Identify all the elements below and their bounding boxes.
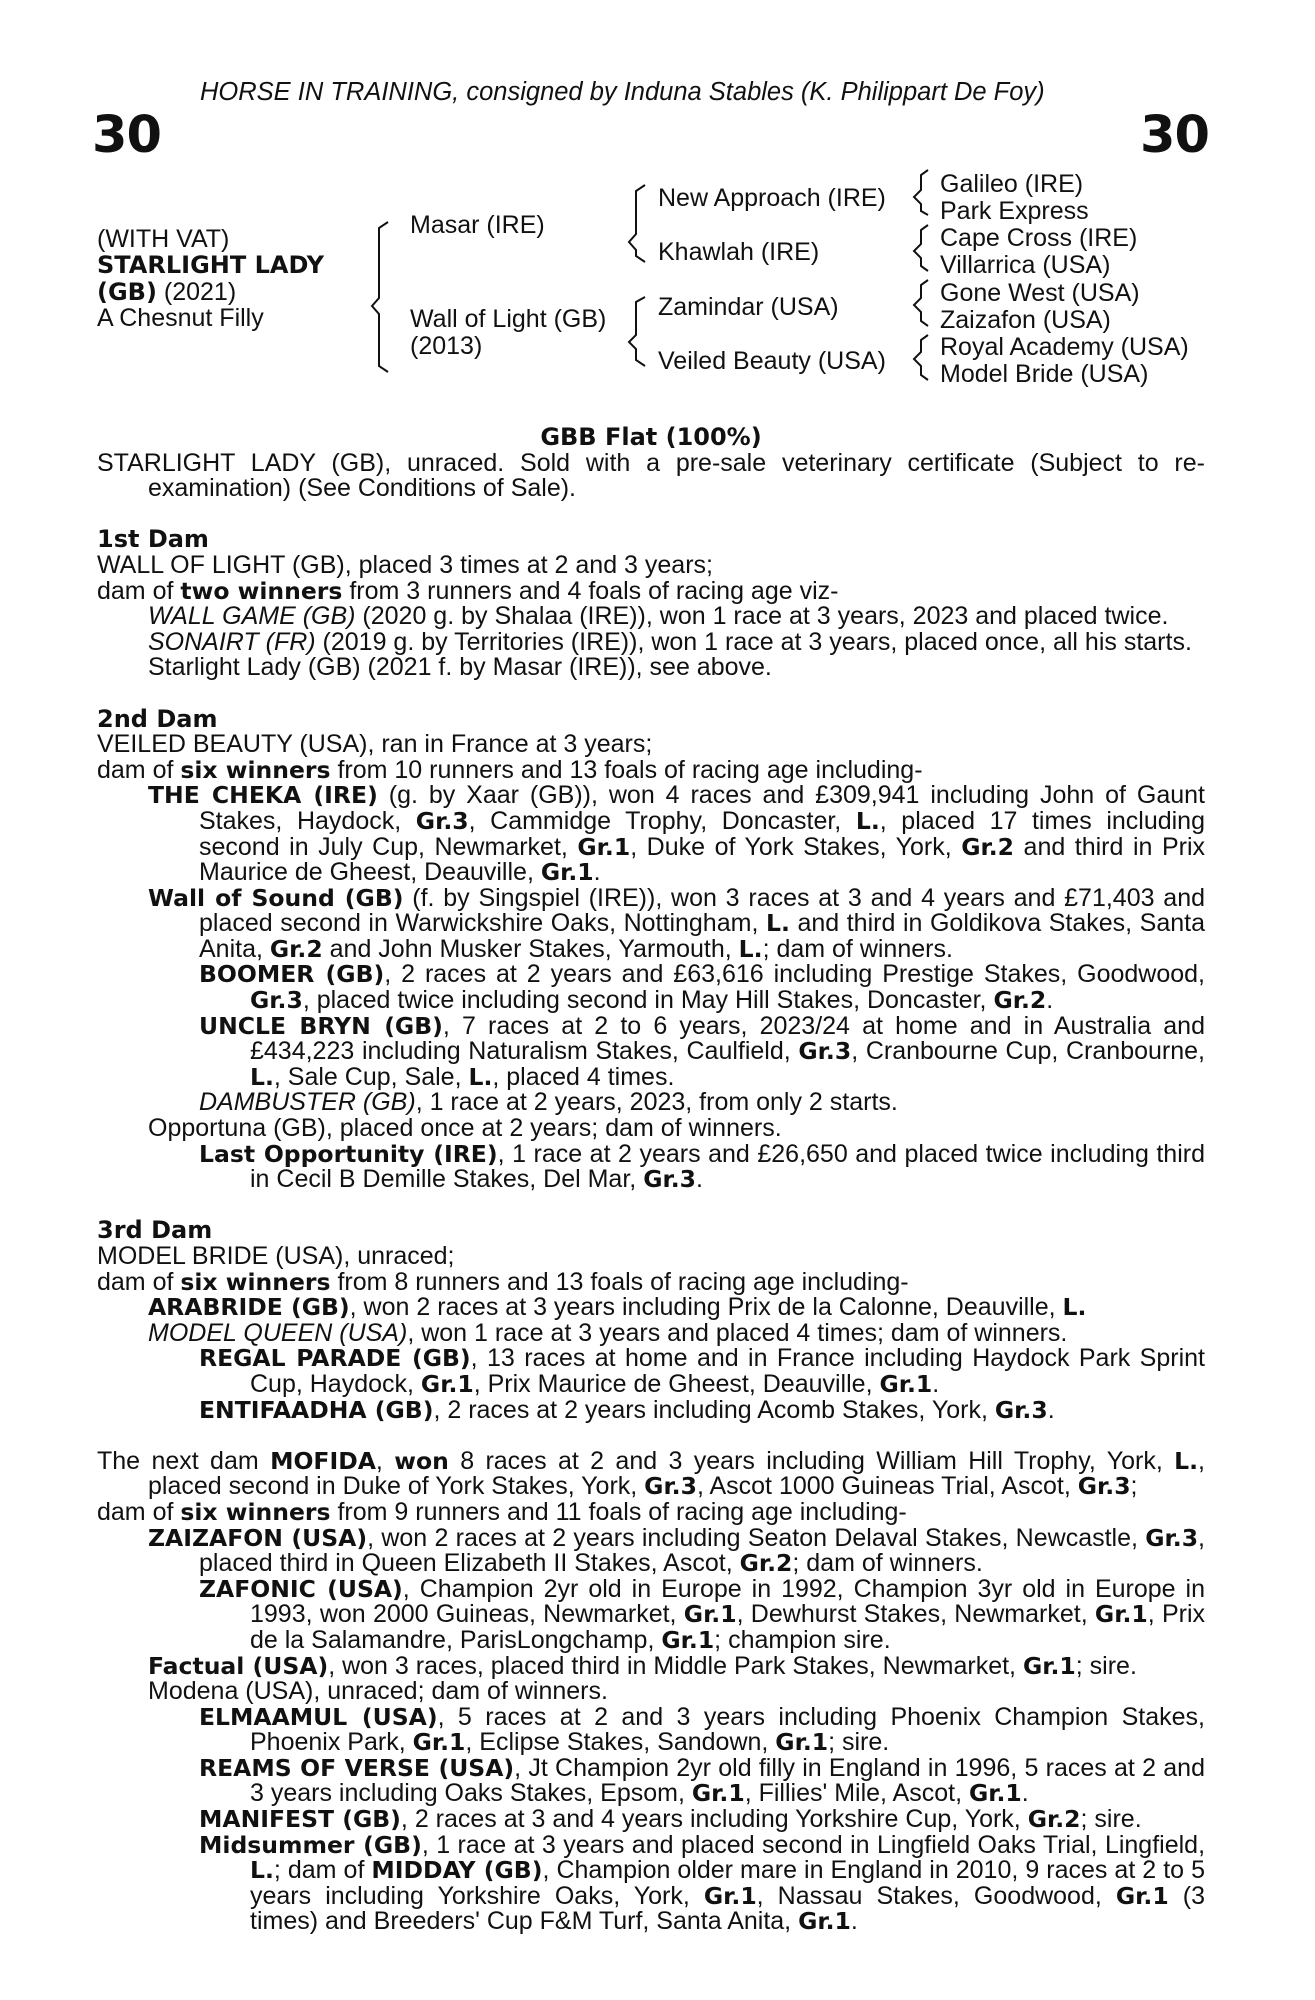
- third-dam-section: [97, 1218, 1205, 1423]
- sire-name: Masar (IRE): [410, 211, 545, 239]
- produce-opportuna: Opportuna (GB), placed once at 2 years; dam of winners.: [148, 1114, 782, 1143]
- first-dam-section: [97, 527, 1205, 681]
- first-dam-heading: 1st Dam: [97, 525, 209, 554]
- third-dam-line: MODEL BRIDE (USA), unraced;: [97, 1242, 455, 1270]
- second-dam-heading: 2nd Dam: [97, 704, 218, 733]
- lot-number-right: 30: [1140, 106, 1209, 165]
- produce-the-cheka: THE CHEKA (IRE) (g. by Xaar (GB)), won 4 races and £309,941 including John of Gaunt Stakes, Haydock, Gr.3, Cammidge Trophy, Doncaster, L., placed 17 times including second in July Cup, Newmarket, Gr.1, Duke of York Stakes, York, Gr.2 and third in Prix Maurice de Gheest, Deauville, Gr.1.: [148, 781, 1205, 887]
- ancestor-3: Cape Cross (IRE): [940, 224, 1138, 252]
- ancestor-4: Villarrica (USA): [940, 251, 1111, 279]
- ancestor-8: Model Bride (USA): [940, 360, 1149, 388]
- dam-dam-name: Veiled Beauty (USA): [658, 347, 886, 375]
- dam-sire-name: Zamindar (USA): [658, 293, 839, 321]
- ancestor-1: Galileo (IRE): [940, 170, 1084, 198]
- first-dam-produce-line: dam of two winners from 3 runners and 4 foals of racing age viz-: [97, 576, 839, 605]
- second-dam-line: VEILED BEAUTY (USA), ran in France at 3 years;: [97, 730, 653, 759]
- ancestor-7: Royal Academy (USA): [940, 333, 1189, 361]
- produce-zaizafon: ZAIZAFON (USA), won 2 races at 2 years including Seaton Delaval Stakes, Newcastle, Gr.3, placed third in Queen Elizabeth II Stakes, Ascot, Gr.2; dam of winners.: [148, 1523, 1205, 1578]
- produce-wall-of-sound: Wall of Sound (GB) (f. by Singspiel (IRE)), won 3 races at 3 and 4 years and £71,403 and placed second in Warwickshire Oaks, Nottingham, L. and third in Goldikova Stakes, Santa Anita, Gr.2 and John Musker Stakes, Yarmouth, L.; dam of winners.: [148, 883, 1205, 963]
- produce-starlight-lady: Starlight Lady (GB) (2021 f. by Masar (IRE)), see above.: [148, 653, 772, 682]
- summary-text: STARLIGHT LADY (GB), unraced. Sold with a pre-sale veterinary certificate (Subject to re-examination) (See Conditions of Sale).: [97, 448, 1205, 503]
- third-dam-produce-line: dam of six winners from 8 runners and 13 foals of racing age including-: [97, 1267, 909, 1296]
- dam-year: (2013): [410, 332, 483, 360]
- catalogue-body: [97, 425, 1205, 1935]
- bracket-sire-line: [629, 185, 645, 262]
- produce-model-queen: MODEL QUEEN (USA), won 1 race at 3 years and placed 4 times; dam of winners.: [148, 1318, 1068, 1347]
- bracket-g1: [914, 170, 928, 215]
- bracket-sire-dam: [372, 222, 388, 372]
- produce-uncle-bryn: UNCLE BRYN (GB), 7 races at 2 to 6 years, 2023/24 at home and in Australia and £434,223 including Naturalism Stakes, Caulfield, Gr.3, Cranbourne Cup, Cranbourne, L., Sale Cup, Sale, L., placed 4 times.: [199, 1011, 1205, 1091]
- produce-arabride: ARABRIDE (GB), won 2 races at 3 years including Prix de la Calonne, Deauville, L.: [148, 1293, 1087, 1322]
- second-dam-section: [97, 704, 1205, 1194]
- third-dam-heading: 3rd Dam: [97, 1216, 213, 1245]
- produce-dambuster: DAMBUSTER (GB), 1 race at 2 years, 2023, from only 2 starts.: [199, 1088, 898, 1117]
- horse-name: STARLIGHT LADY: [97, 251, 325, 279]
- horse-description: A Chesnut Filly: [97, 304, 264, 332]
- bracket-dam-line: [629, 297, 645, 366]
- horse-country-year: [97, 279, 236, 306]
- produce-midsummer: Midsummer (GB), 1 race at 3 years and placed second in Lingfield Oaks Trial, Lingfield, L.; dam of MIDDAY (GB), Champion older mare in England in 2010, 9 races at 2 to 5 years including Yorkshire Oaks, York, Gr.1, Nassau Stakes, Goodwood, Gr.1 (3 times) and Breeders' Cup F&M Turf, Santa Anita, Gr.1.: [199, 1830, 1206, 1936]
- vat-label: (WITH VAT): [97, 225, 230, 253]
- bracket-g2: [914, 225, 928, 271]
- next-dam-section: [97, 1446, 1206, 1936]
- next-dam-produce-line: dam of six winners from 9 runners and 11 foals of racing age including-: [97, 1497, 907, 1526]
- horse-year: (2021): [156, 278, 237, 306]
- produce-regal-parade: REGAL PARADE (GB), 13 races at home and in France including Haydock Park Sprint Cup, Haydock, Gr.1, Prix Maurice de Gheest, Deauville, Gr.1.: [199, 1344, 1205, 1398]
- dam-name: Wall of Light (GB): [410, 305, 607, 333]
- sire-dam-name: Khawlah (IRE): [658, 238, 820, 266]
- ancestor-6: Zaizafon (USA): [940, 306, 1111, 334]
- first-dam-line: WALL OF LIGHT (GB), placed 3 times at 2 and 3 years;: [97, 550, 713, 579]
- produce-factual: Factual (USA), won 3 races, placed third in Middle Park Stakes, Newmarket, Gr.1; sire.: [148, 1651, 1137, 1680]
- sire-sire-name: New Approach (IRE): [658, 184, 886, 212]
- ancestor-5: Gone West (USA): [940, 279, 1140, 307]
- consignor-header: HORSE IN TRAINING, consigned by Induna Stables (K. Philippart De Foy): [200, 78, 1045, 106]
- produce-manifest: MANIFEST (GB), 2 races at 3 and 4 years including Yorkshire Cup, York, Gr.2; sire.: [199, 1805, 1142, 1834]
- produce-wall-game: WALL GAME (GB) (2020 g. by Shalaa (IRE)), won 1 race at 3 years, 2023 and placed twice.: [148, 602, 1169, 631]
- produce-sonairt: SONAIRT (FR) (2019 g. by Territories (IRE)), won 1 race at 3 years, placed once, all his starts.: [148, 627, 1192, 656]
- produce-entifaadha: ENTIFAADHA (GB), 2 races at 2 years including Acomb Stakes, York, Gr.3.: [199, 1395, 1055, 1424]
- produce-reams-of-verse: REAMS OF VERSE (USA), Jt Champion 2yr old filly in England in 1996, 5 races at 2 and 3 years including Oaks Stakes, Epsom, Gr.1, Fillies' Mile, Ascot, Gr.1.: [199, 1753, 1205, 1808]
- produce-modena: Modena (USA), unraced; dam of winners.: [148, 1677, 608, 1706]
- next-dam-line: The next dam MOFIDA, won 8 races at 2 and 3 years including William Hill Trophy, York, L., placed second in Duke of York Stakes, York, Gr.3, Ascot 1000 Guineas Trial, Ascot, Gr.3;: [97, 1446, 1205, 1501]
- ancestor-2: Park Express: [940, 197, 1089, 225]
- horse-country: (GB): [97, 278, 157, 306]
- lot-number-left: 30: [92, 106, 161, 165]
- bracket-g4: [914, 335, 928, 380]
- section-title: GBB Flat (100%): [540, 423, 762, 451]
- produce-elmaamul: ELMAAMUL (USA), 5 races at 2 and 3 years including Phoenix Champion Stakes, Phoenix Park, Gr.1, Eclipse Stakes, Sandown, Gr.1; sire.: [199, 1702, 1205, 1757]
- produce-zafonic: ZAFONIC (USA), Champion 2yr old in Europe in 1992, Champion 3yr old in Europe in 1993, won 2000 Guineas, Newmarket, Gr.1, Dewhurst Stakes, Newmarket, Gr.1, Prix de la Salamandre, ParisLongchamp, Gr.1; champion sire.: [199, 1574, 1205, 1654]
- produce-boomer: BOOMER (GB), 2 races at 2 years and £63,616 including Prestige Stakes, Goodwood, Gr.3, placed twice including second in May Hill Stakes, Doncaster, Gr.2.: [199, 960, 1205, 1015]
- bracket-g3: [914, 280, 928, 326]
- second-dam-produce-line: dam of six winners from 10 runners and 13 foals of racing age including-: [97, 755, 923, 784]
- produce-last-opportunity: Last Opportunity (IRE), 1 race at 2 years and £26,650 and placed twice including third in Cecil B Demille Stakes, Del Mar, Gr.3.: [199, 1139, 1205, 1194]
